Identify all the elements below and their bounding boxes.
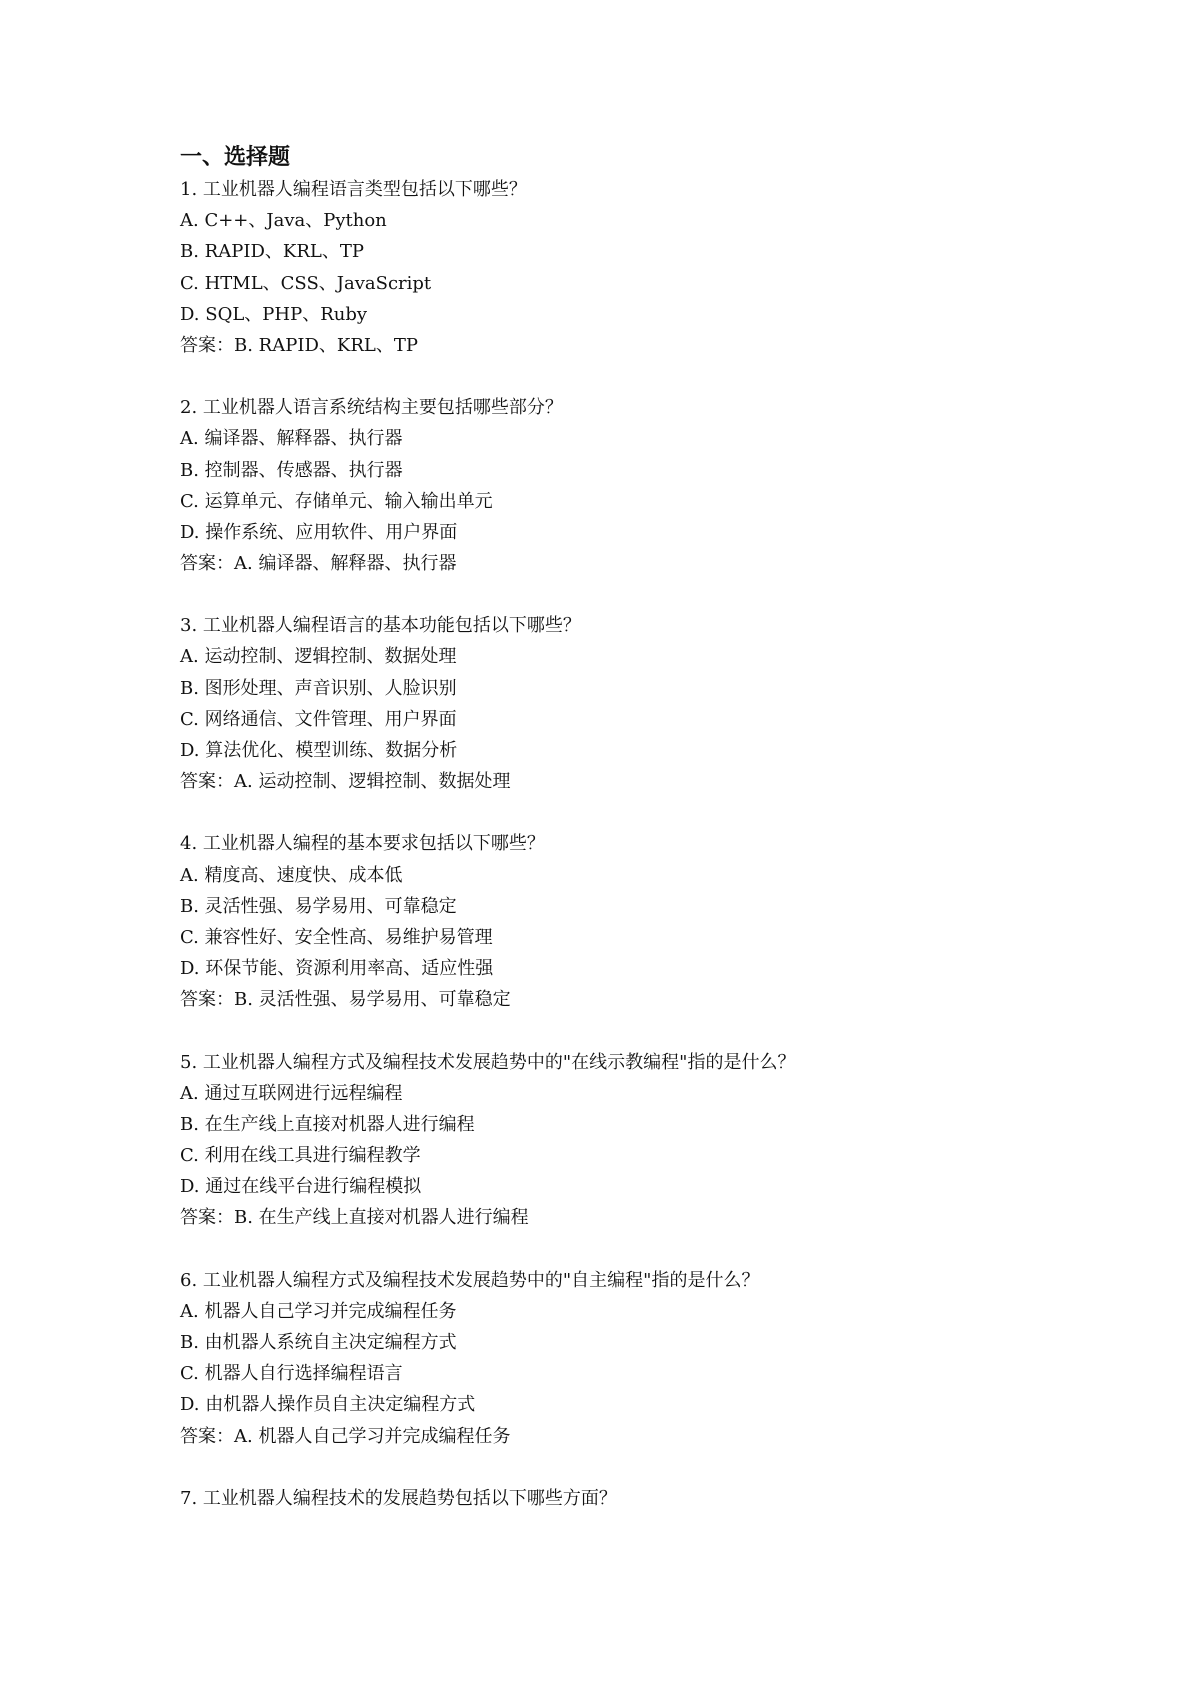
answer-option: B. 在生产线上直接对机器人进行编程 (180, 1113, 475, 1135)
question-stem: 4. 工业机器人编程的基本要求包括以下哪些？ (180, 833, 545, 855)
answer-option: B. 灵活性强、易学易用、可靠稳定 (180, 895, 457, 917)
answer-option: C. 网络通信、文件管理、用户界面 (180, 708, 457, 730)
question-stem: 5. 工业机器人编程方式及编程技术发展趋势中的"在线示教编程"指的是什么？ (180, 1051, 796, 1073)
question-block (180, 1265, 1100, 1452)
section-title: 一、选择题 (180, 145, 291, 170)
answer-option: C. 机器人自行选择编程语言 (180, 1363, 403, 1385)
document-page (180, 142, 1100, 1545)
question-block (180, 392, 1100, 579)
answer-option: B. RAPID、KRL、TP (180, 241, 364, 263)
answer-option: D. 算法优化、模型训练、数据分析 (180, 740, 458, 761)
answer-key: 答案：B. 在生产线上直接对机器人进行编程 (180, 1207, 529, 1229)
question-block (180, 174, 1100, 361)
answer-option: A. 机器人自己学习并完成编程任务 (180, 1300, 457, 1322)
question-stem: 2. 工业机器人语言系统结构主要包括哪些部分？ (180, 397, 563, 419)
answer-key: 答案：B. 灵活性强、易学易用、可靠稳定 (180, 989, 511, 1011)
question-stem: 1. 工业机器人编程语言类型包括以下哪些？ (180, 179, 527, 200)
answer-option: C. 利用在线工具进行编程教学 (180, 1145, 421, 1167)
answer-option: A. 编译器、解释器、执行器 (180, 428, 403, 450)
question-stem: 3. 工业机器人编程语言的基本功能包括以下哪些？ (180, 615, 581, 637)
answer-key: 答案：B. RAPID、KRL、TP (180, 334, 418, 356)
answer-key: 答案：A. 运动控制、逻辑控制、数据处理 (180, 771, 511, 793)
answer-option: B. 由机器人系统自主决定编程方式 (180, 1332, 457, 1353)
question-stem: 7. 工业机器人编程技术的发展趋势包括以下哪些方面？ (180, 1487, 617, 1509)
answer-option: A. 运动控制、逻辑控制、数据处理 (180, 646, 457, 668)
answer-option: D. 由机器人操作员自主决定编程方式 (180, 1394, 476, 1416)
answer-option: C. HTML、CSS、JavaScript (180, 272, 432, 294)
question-stem: 6. 工业机器人编程方式及编程技术发展趋势中的"自主编程"指的是什么？ (180, 1269, 760, 1291)
answer-option: B. 图形处理、声音识别、人脸识别 (180, 677, 457, 699)
answer-option: A. 精度高、速度快、成本低 (180, 864, 403, 886)
answer-option: A. C++、Java、Python (180, 210, 387, 232)
answer-option: D. 操作系统、应用软件、用户界面 (180, 521, 458, 543)
answer-option: D. 环保节能、资源利用率高、适应性强 (180, 958, 494, 980)
question-list (180, 174, 1100, 1514)
answer-option: C. 兼容性好、安全性高、易维护易管理 (180, 926, 493, 948)
question-block (180, 828, 1100, 1015)
question-block (180, 1047, 1100, 1234)
answer-option: A. 通过互联网进行远程编程 (180, 1082, 403, 1104)
answer-option: C. 运算单元、存储单元、输入输出单元 (180, 490, 493, 512)
answer-key: 答案：A. 编译器、解释器、执行器 (180, 553, 457, 575)
question-block (180, 1483, 1100, 1514)
answer-option: B. 控制器、传感器、执行器 (180, 459, 403, 481)
answer-option: D. 通过在线平台进行编程模拟 (180, 1176, 422, 1198)
answer-key: 答案：A. 机器人自己学习并完成编程任务 (180, 1425, 511, 1447)
answer-option: D. SQL、PHP、Ruby (180, 303, 368, 325)
question-block (180, 610, 1100, 797)
